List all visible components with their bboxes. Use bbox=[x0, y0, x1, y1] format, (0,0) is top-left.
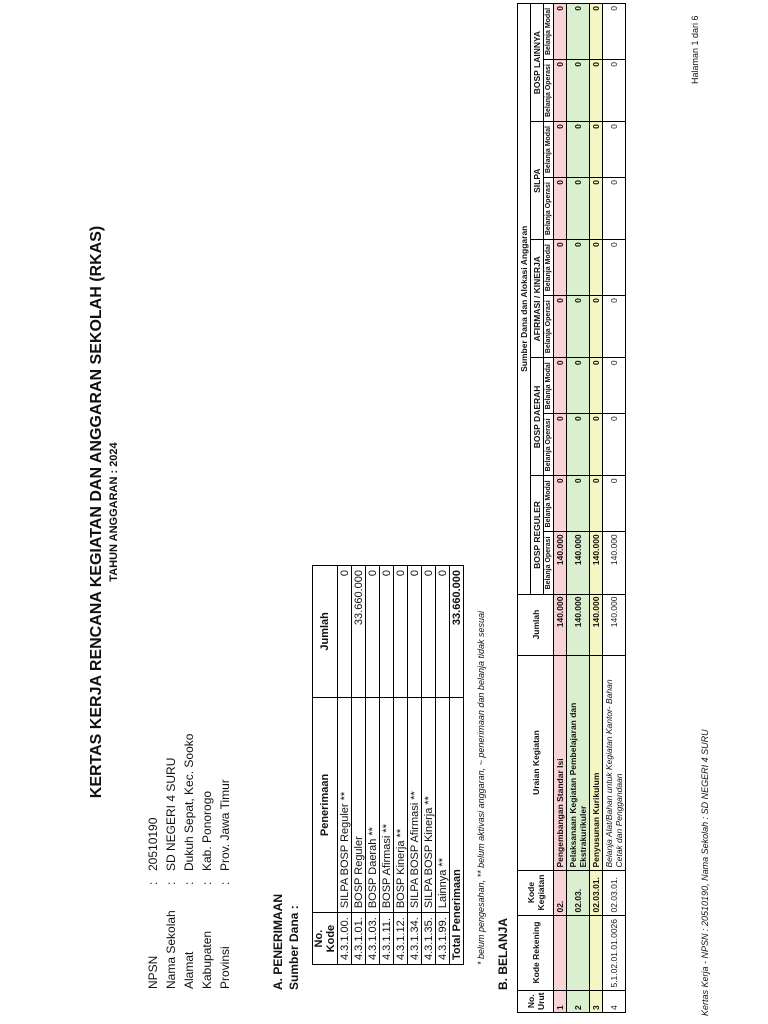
kode-cell: 4.3.1.34. bbox=[408, 913, 422, 965]
total-row bbox=[450, 566, 464, 965]
value-cell: 0 bbox=[603, 358, 626, 414]
sub-modal: Belanja Modal bbox=[544, 4, 554, 60]
belanja-table bbox=[517, 3, 626, 1013]
kode-cell: 4.3.1.11. bbox=[380, 913, 394, 965]
rekening-cell: 5.1.02.01.01.0026 bbox=[603, 915, 626, 990]
jumlah-cell: 0 bbox=[366, 566, 380, 698]
kode-cell: 4.3.1.99. bbox=[436, 913, 450, 965]
value-cell: 0 bbox=[590, 240, 603, 296]
rkas-sheet: KERTAS KERJA RENCANA KEGIATAN DAN ANGGARAN SEKOLAH (RKAS) TAHUN ANGGARAN : 2024 NPSN : 20510190 Nama Sekolah : SD NEGERI 4 SURU Alamat : Dukuh Sepat, Kec. Sooko Kabupaten : Kab. Ponorogo Provinsi : Prov. Jawa Timur A. PENERIMAAN Sumber Dana : No. Kode Penerimaan Jumlah 4.3.1.00. SILPA BOSP Reguler ** 0 4.3.1.01. BOSP Reguler 33.660.000 4.3.1.03. BOSP Daerah ** 0 4.3.1.11. BOSP Afirmasi ** 0 4.3.1.12. BOSP Kinerja ** 0 4.3.1.34. SILPA BOSP Afirmasi ** 0 4.3.1.35. SILPA BOSP Kinerja ** 0 4.3.1.99. Lainnya ** 0 Total Penerimaan 33.660.000 * belum pengesahan, ** belum aktivasi anggaran, ~ penerimaan dan belanja tidak sesuai B. BELANJA No. Urut Kode Rekening Kode Kegiatan Uraian Kegiatan Jumlah Sumber Dana dan Alokasi Anggaran BOSP REGULER BOSP DAERAH AFIRMASI / KINERJA SILPA BOSP LAINNYA Belanja Operasi Belanja Modal Belanja Operasi Belanja Modal Belanja Operasi Belanja Modal Belanja Operasi Belanja Modal Belanja Operasi Belanja Modal 1 02. Pengembangan Standar Isi 140.000 140.000 0 0 0 0 0 0 0 0 0 2 02.03. Pelaksanaan Kegiatan Pembelajaran dan Ekstrakurikuler 140.000 140.000 0 0 0 0 0 0 0 0 0 3 02.03.01. Penyusunan Kurikulum 140.000 140.000 0 0 0 0 0 0 0 0 0 4 5.1.02.01.01.0026 02.03.01. Belanja Alat/Bahan untuk Kegiatan Kantor- Bahan Cetak dan Penggandaan 140.000 140.000 0 0 0 0 0 0 0 0 0 Kertas Kerja - NPSN : 20510190, Nama Sekolah : SD NEGERI 4 SURU Halaman 1 dari 6 bbox=[0, 0, 768, 1024]
table-row bbox=[338, 566, 352, 965]
col-no-urut: No. Urut bbox=[518, 990, 554, 1012]
value-cell: 0 bbox=[554, 296, 567, 358]
value-cell: 0 bbox=[603, 476, 626, 532]
value-cell: 0 bbox=[554, 240, 567, 296]
col-kode-kegiatan: Kode Kegiatan bbox=[518, 870, 554, 915]
table-row bbox=[422, 566, 436, 965]
total-value: 33.660.000 bbox=[450, 566, 464, 698]
value-cell: 140.000 bbox=[590, 532, 603, 594]
value-cell: 0 bbox=[603, 59, 626, 121]
col-jumlah: Jumlah bbox=[313, 566, 338, 698]
value-cell: 0 bbox=[567, 59, 590, 121]
sub-modal: Belanja Modal bbox=[544, 240, 554, 296]
section-belanja: B. BELANJA bbox=[496, 917, 510, 990]
nama-cell: SILPA BOSP Reguler ** bbox=[338, 697, 352, 912]
nama-cell: BOSP Reguler bbox=[352, 697, 366, 912]
no-cell: 4 bbox=[603, 990, 626, 1012]
belanja-header-row-1 bbox=[518, 4, 531, 1013]
value-cell: 0 bbox=[590, 122, 603, 178]
value-cell: 140.000 bbox=[554, 532, 567, 594]
value-cell: 0 bbox=[603, 414, 626, 476]
value-cell: 0 bbox=[554, 414, 567, 476]
uraian-cell: Pengembangan Standar Isi bbox=[554, 655, 567, 870]
penerimaan-table bbox=[312, 565, 464, 965]
value-cell: 0 bbox=[590, 414, 603, 476]
value-cell: 0 bbox=[590, 4, 603, 60]
value-cell: 0 bbox=[590, 358, 603, 414]
sub-operasi: Belanja Operasi bbox=[544, 59, 554, 121]
jumlah-cell: 140.000 bbox=[554, 594, 567, 655]
group-bosp-daerah: BOSP DAERAH bbox=[531, 358, 544, 476]
value-cell: 0 bbox=[567, 476, 590, 532]
value-cell: 0 bbox=[554, 59, 567, 121]
col-no-kode: No. Kode bbox=[313, 913, 338, 965]
no-cell: 2 bbox=[567, 990, 590, 1012]
value-cell: 0 bbox=[554, 122, 567, 178]
value-cell: 0 bbox=[603, 240, 626, 296]
sub-modal: Belanja Modal bbox=[544, 122, 554, 178]
kode-cell: 4.3.1.00. bbox=[338, 913, 352, 965]
table-row bbox=[590, 4, 603, 1013]
penerimaan-header-row bbox=[313, 566, 338, 965]
sub-modal: Belanja Modal bbox=[544, 476, 554, 532]
uraian-cell: Belanja Alat/Bahan untuk Kegiatan Kantor- Bahan Cetak dan Penggandaan bbox=[603, 655, 626, 870]
jumlah-cell: 0 bbox=[436, 566, 450, 698]
page-subtitle: TAHUN ANGGARAN : 2024 bbox=[108, 442, 120, 582]
nama-cell: SILPA BOSP Kinerja ** bbox=[422, 697, 436, 912]
value-cell: 0 bbox=[567, 122, 590, 178]
rekening-cell bbox=[567, 915, 590, 990]
col-kode-rekening: Kode Rekening bbox=[518, 915, 554, 990]
uraian-cell: Pelaksanaan Kegiatan Pembelajaran dan Ekstrakurikuler bbox=[567, 655, 590, 870]
nama-cell: SILPA BOSP Afirmasi ** bbox=[408, 697, 422, 912]
kegiatan-cell: 02.03.01. bbox=[590, 870, 603, 915]
value-cell: 140.000 bbox=[603, 532, 626, 594]
col-jumlah: Jumlah bbox=[518, 594, 554, 655]
kegiatan-cell: 02.03.01. bbox=[603, 870, 626, 915]
value-cell: 0 bbox=[554, 178, 567, 240]
value-cell: 0 bbox=[590, 296, 603, 358]
nama-cell: BOSP Daerah ** bbox=[366, 697, 380, 912]
nama-cell: BOSP Kinerja ** bbox=[394, 697, 408, 912]
total-label: Total Penerimaan bbox=[450, 697, 464, 964]
value-cell: 0 bbox=[590, 178, 603, 240]
table-row bbox=[380, 566, 394, 965]
value-cell: 0 bbox=[590, 59, 603, 121]
value-cell: 0 bbox=[567, 414, 590, 476]
footer-left: Kertas Kerja - NPSN : 20510190, Nama Sekolah : SD NEGERI 4 SURU bbox=[700, 729, 710, 1016]
kode-cell: 4.3.1.01. bbox=[352, 913, 366, 965]
group-bosp-reguler: BOSP REGULER bbox=[531, 476, 544, 594]
sub-operasi: Belanja Operasi bbox=[544, 178, 554, 240]
value-cell: 0 bbox=[603, 4, 626, 60]
uraian-cell: Penyusunan Kurikulum bbox=[590, 655, 603, 870]
col-penerimaan: Penerimaan bbox=[313, 697, 338, 912]
no-cell: 1 bbox=[554, 990, 567, 1012]
table-row bbox=[567, 4, 590, 1013]
group-silpa: SILPA bbox=[531, 122, 544, 240]
kode-cell: 4.3.1.12. bbox=[394, 913, 408, 965]
jumlah-cell: 33.660.000 bbox=[352, 566, 366, 698]
table-row bbox=[352, 566, 366, 965]
col-uraian: Uraian Kegiatan bbox=[518, 655, 554, 870]
table-row bbox=[366, 566, 380, 965]
table-row bbox=[408, 566, 422, 965]
value-cell: 0 bbox=[603, 178, 626, 240]
nama-cell: BOSP Afirmasi ** bbox=[380, 697, 394, 912]
value-cell: 0 bbox=[567, 178, 590, 240]
page-title: KERTAS KERJA RENCANA KEGIATAN DAN ANGGARAN SEKOLAH (RKAS) bbox=[88, 225, 105, 799]
value-cell: 0 bbox=[603, 122, 626, 178]
sub-modal: Belanja Modal bbox=[544, 358, 554, 414]
kode-cell: 4.3.1.03. bbox=[366, 913, 380, 965]
table-row bbox=[436, 566, 450, 965]
jumlah-cell: 0 bbox=[394, 566, 408, 698]
sub-operasi: Belanja Operasi bbox=[544, 532, 554, 594]
value-cell: 140.000 bbox=[567, 532, 590, 594]
jumlah-cell: 0 bbox=[408, 566, 422, 698]
jumlah-cell: 0 bbox=[380, 566, 394, 698]
group-bosp-lainnya: BOSP LAINNYA bbox=[531, 4, 544, 122]
jumlah-cell: 0 bbox=[422, 566, 436, 698]
sumber-dana-label: Sumber Dana : bbox=[287, 905, 301, 990]
table-row bbox=[394, 566, 408, 965]
nama-cell: Lainnya ** bbox=[436, 697, 450, 912]
table-row bbox=[603, 4, 626, 1013]
no-cell: 3 bbox=[590, 990, 603, 1012]
sub-operasi: Belanja Operasi bbox=[544, 414, 554, 476]
value-cell: 0 bbox=[603, 296, 626, 358]
rekening-cell bbox=[590, 915, 603, 990]
value-cell: 0 bbox=[554, 4, 567, 60]
page-number: Halaman 1 dari 6 bbox=[690, 15, 700, 84]
kegiatan-cell: 02. bbox=[554, 870, 567, 915]
penerimaan-note: * belum pengesahan, ** belum aktivasi anggaran, ~ penerimaan dan belanja tidak sesuai bbox=[476, 611, 486, 965]
jumlah-cell: 140.000 bbox=[603, 594, 626, 655]
section-penerimaan: A. PENERIMAAN bbox=[271, 893, 285, 990]
value-cell: 0 bbox=[567, 296, 590, 358]
value-cell: 0 bbox=[554, 476, 567, 532]
group-afirmasi-kinerja: AFIRMASI / KINERJA bbox=[531, 240, 544, 358]
kode-cell: 4.3.1.35. bbox=[422, 913, 436, 965]
rekening-cell bbox=[554, 915, 567, 990]
value-cell: 0 bbox=[567, 240, 590, 296]
jumlah-cell: 0 bbox=[338, 566, 352, 698]
jumlah-cell: 140.000 bbox=[590, 594, 603, 655]
col-sumber-dana: Sumber Dana dan Alokasi Anggaran bbox=[518, 4, 531, 595]
jumlah-cell: 140.000 bbox=[567, 594, 590, 655]
kegiatan-cell: 02.03. bbox=[567, 870, 590, 915]
value-cell: 0 bbox=[554, 358, 567, 414]
sub-operasi: Belanja Operasi bbox=[544, 296, 554, 358]
value-cell: 0 bbox=[590, 476, 603, 532]
value-cell: 0 bbox=[567, 4, 590, 60]
value-cell: 0 bbox=[567, 358, 590, 414]
table-row bbox=[554, 4, 567, 1013]
